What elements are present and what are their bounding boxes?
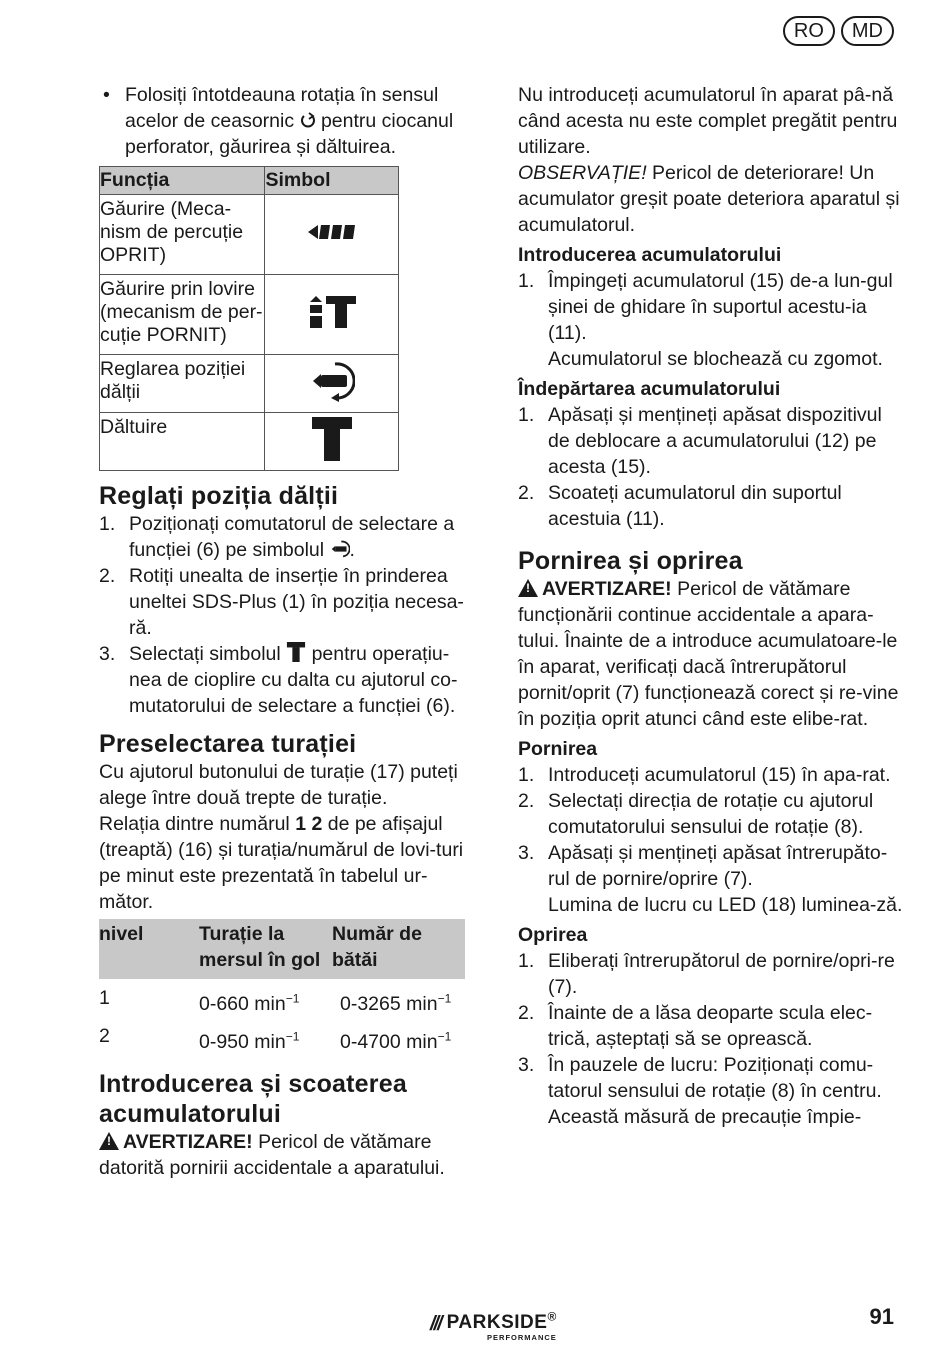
step-text: Înainte de a lăsa deoparte scula elec-trică, așteptați să se oprească. xyxy=(548,1002,873,1050)
step-number: 2. xyxy=(518,790,535,812)
list-item xyxy=(99,641,477,719)
table-row xyxy=(99,979,465,1017)
speed-text-a: Relația dintre numărul xyxy=(99,813,290,835)
chisel-steps xyxy=(99,511,477,719)
function-cell: Găurire prin lovire (mecanism de per-cuție PORNIT) xyxy=(100,275,265,355)
warning-icon xyxy=(518,579,538,597)
blows-value: 0-3265 min xyxy=(340,993,438,1015)
unit-exponent: −1 xyxy=(437,1029,452,1044)
step-number: 2. xyxy=(518,1002,535,1024)
symbol-cell xyxy=(265,195,399,275)
step-text: Introduceți acumulatorul (15) în apa-rat. xyxy=(548,764,891,786)
note-paragraph xyxy=(518,160,903,238)
header-idle-speed: Turație la mersul în gol xyxy=(199,919,332,979)
unit-exponent: −1 xyxy=(285,991,300,1006)
step-number: 1. xyxy=(518,404,535,426)
left-column xyxy=(99,82,477,1181)
step-number: 1. xyxy=(518,950,535,972)
step-text-main: Selectați simbolul xyxy=(129,643,281,665)
list-item xyxy=(518,762,903,788)
step-text xyxy=(548,840,903,918)
step-text: În pauzele de lucru: Poziționați comu-tatorul sensului de rotație (8) în centru. Această măsură de precauție împie- xyxy=(548,1054,882,1128)
warning-text: Pericol de vătămare funcționării continue accidentale a apara-tului. Înainte de a introduce acumulatoare-le în aparat, verificați dacă întrerupătorul pornit/oprit (7) funcționează corect și re-vine în poziția oprit atunci când este elibe-rat. xyxy=(518,578,899,730)
speed-table xyxy=(99,919,465,1055)
bullet-dot: • xyxy=(103,84,110,106)
step-text: Rotiți unealta de inserție în prinderea uneltei SDS-Plus (1) în poziția necesa-ră. xyxy=(129,565,464,639)
insert-heading: Introducerea acumulatorului xyxy=(518,244,782,266)
insert-steps xyxy=(518,268,903,372)
warning-text: Pericol de vătămare datorită pornirii accidentale a aparatului. xyxy=(99,1131,445,1179)
header-level: nivel xyxy=(99,919,199,979)
step-number: 3. xyxy=(518,842,535,864)
table-row xyxy=(100,413,399,471)
unit-exponent: −1 xyxy=(437,991,452,1006)
lang-badge-ro: RO xyxy=(783,16,835,46)
bullet-text xyxy=(125,82,477,160)
chisel-position-icon xyxy=(309,358,355,404)
symbol-cell xyxy=(265,355,399,413)
blows-cell xyxy=(332,1017,465,1055)
list-item xyxy=(518,1000,903,1052)
right-column xyxy=(518,82,903,1130)
step-number: 1. xyxy=(518,764,535,786)
step-text: Scoateți acumulatorul din suportul acestuia (11). xyxy=(548,482,842,530)
speed-text-c: de pe afișajul (treaptă) (16) și turația/numărul de lovi-turi pe minut este prezentată în tabelul ur-mător. xyxy=(99,813,464,913)
step-text: Apăsați și mențineți apăsat dispozitivul de deblocare a acumulatorului (12) pe acesta (15). xyxy=(548,404,882,478)
battery-paragraph: Nu introduceți acumulatorul în aparat pâ-nă când acesta nu este complet pregătit pentru utilizare. xyxy=(518,84,898,158)
remove-heading: Îndepărtarea acumulatorului xyxy=(518,378,781,400)
clockwise-rotation-icon xyxy=(300,112,316,130)
symbol-cell xyxy=(265,275,399,355)
idle-value: 0-660 min xyxy=(199,993,286,1015)
page-number: 91 xyxy=(869,1304,894,1329)
blows-value: 0-4700 min xyxy=(340,1031,438,1053)
step-result: Acumulatorul se blochează cu zgomot. xyxy=(548,348,883,370)
speed-paragraph-2 xyxy=(99,811,477,915)
table-row xyxy=(100,355,399,413)
warning-icon xyxy=(99,1132,119,1150)
bullet-text-main: Folosiți întotdeauna rotația în sensul acelor de ceasornic xyxy=(125,84,439,132)
registered-mark: ® xyxy=(547,1309,557,1324)
battery-warning xyxy=(99,1129,477,1181)
step-text-tail: . xyxy=(349,539,355,561)
idle-cell xyxy=(199,979,332,1017)
chisel-position-icon xyxy=(330,539,350,559)
step-number: 1. xyxy=(99,513,116,535)
unit-exponent: −1 xyxy=(285,1029,300,1044)
rotation-bullet xyxy=(99,82,477,160)
list-item xyxy=(518,268,903,372)
stop-steps xyxy=(518,948,903,1130)
function-cell: Dăltuire xyxy=(100,413,265,471)
table-header-symbol: Simbol xyxy=(265,167,399,195)
table-header-row xyxy=(100,167,399,195)
note-text: Pericol de deteriorare! Un acumulator greșit poate deteriora aparatul și acumulatorul. xyxy=(518,162,900,236)
list-item xyxy=(518,948,903,1000)
function-cell: Găurire (Meca-nism de percuție OPRIT) xyxy=(100,195,265,275)
onoff-heading: Pornirea și oprirea xyxy=(518,547,743,575)
logo-brand xyxy=(446,1309,557,1333)
brand-name: PARKSIDE xyxy=(446,1312,548,1333)
level-cell: 1 xyxy=(99,987,110,1009)
level-cell: 2 xyxy=(99,1025,110,1047)
hammer-drill-icon xyxy=(306,294,358,330)
language-badges xyxy=(783,16,894,46)
logo-stripes: /// xyxy=(430,1313,441,1335)
idle-cell xyxy=(199,1017,332,1055)
table-header-row xyxy=(99,919,465,979)
table-row xyxy=(100,275,399,355)
step-number: 1. xyxy=(518,270,535,292)
step-number: 2. xyxy=(99,565,116,587)
bullet-text-tail: pentru ciocanul perforator, găurirea și dăltuirea. xyxy=(125,110,454,158)
list-item xyxy=(518,788,903,840)
table-row xyxy=(99,1017,465,1055)
remove-steps xyxy=(518,402,903,532)
list-item xyxy=(99,563,477,641)
step-text-main: Poziționați comutatorul de selectare a funcției (6) pe simbolul xyxy=(129,513,455,561)
parkside-logo xyxy=(430,1309,557,1342)
idle-value: 0-950 min xyxy=(199,1031,286,1053)
list-item xyxy=(518,840,903,918)
step-text: Selectați direcția de rotație cu ajutorul comutatorului sensului de rotație (8). xyxy=(548,790,874,838)
step-text-main: Apăsați și mențineți apăsat întrerupăto-rul de pornire/oprire (7). xyxy=(548,842,888,890)
step-text xyxy=(129,511,477,563)
drill-icon xyxy=(306,221,358,243)
step-number: 2. xyxy=(518,482,535,504)
speed-paragraph-1: Cu ajutorul butonului de turație (17) puteți alege între două trepte de turație. xyxy=(99,761,458,809)
function-cell: Reglarea poziției dălții xyxy=(100,355,265,413)
step-text xyxy=(129,641,477,719)
step-number: 3. xyxy=(99,643,116,665)
list-item xyxy=(518,1052,903,1130)
start-heading: Pornirea xyxy=(518,738,598,760)
list-item xyxy=(518,402,903,480)
chisel-icon xyxy=(310,415,354,463)
list-item xyxy=(99,511,477,563)
step-number: 3. xyxy=(518,1054,535,1076)
stop-heading: Oprirea xyxy=(518,924,588,946)
battery-heading: Introducerea și scoaterea acumulatorului xyxy=(99,1070,407,1128)
logo-subtitle: PERFORMANCE xyxy=(487,1333,557,1342)
step-text-tail: pentru operațiu-nea de cioplire cu dalta cu ajutorul co-mutatorului de selectare a funcției (6). xyxy=(129,643,458,717)
step-text-main: Împingeți acumulatorul (15) de-a lun-gul șinei de ghidare în suportul acestu-ia (11). xyxy=(548,270,893,344)
warning-label: AVERTIZARE! xyxy=(123,1131,253,1153)
chisel-heading: Reglați poziția dălții xyxy=(99,482,339,510)
speed-heading: Preselectarea turației xyxy=(99,730,357,758)
start-steps xyxy=(518,762,903,918)
table-row xyxy=(100,195,399,275)
table-header-function: Funcția xyxy=(100,167,265,195)
logo-text xyxy=(446,1309,557,1342)
symbol-cell xyxy=(265,413,399,471)
step-result: Lumina de lucru cu LED (18) luminea-ză. xyxy=(548,894,903,916)
list-item xyxy=(518,480,903,532)
header-blows: Număr de bătăi xyxy=(332,919,465,979)
warning-label: AVERTIZARE! xyxy=(542,578,672,600)
chisel-icon xyxy=(286,641,306,663)
lang-badge-md: MD xyxy=(841,16,894,46)
symbol-table xyxy=(99,166,399,471)
blows-cell xyxy=(332,979,465,1017)
step-text: Eliberați întrerupătorul de pornire/opri-re (7). xyxy=(548,950,895,998)
onoff-warning xyxy=(518,576,903,732)
display-numbers: 1 2 xyxy=(295,813,323,835)
note-label: OBSERVAȚIE! xyxy=(518,162,647,184)
step-text xyxy=(548,268,903,372)
